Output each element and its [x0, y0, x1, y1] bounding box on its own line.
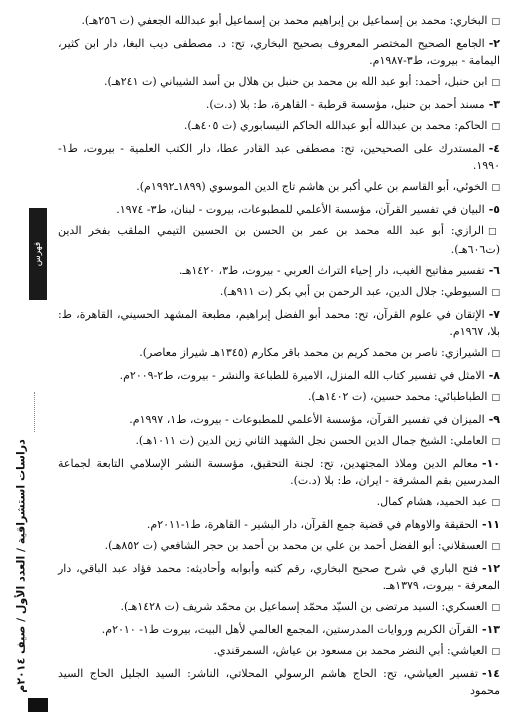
- entry-text: الإتقان في علوم القرآن، تح: محمد أبو الفضل إبراهيم، مطبعة المشهد الحسيني، القاهرة، ط: بلا، ١٩٦٧م.: [58, 308, 500, 338]
- entry-text: العاملي: الشيخ جمال الدين الحسن نجل الشهيد الثاني زين الدين (ت ١٠١١هـ).: [135, 434, 488, 447]
- entry-number: ٢-: [488, 37, 500, 50]
- reference-work: [58, 367, 500, 384]
- entry-text: تفسير العياشي، تح: الحاج هاشم الرسولي المحلاتي، الناشر: السيد الجليل الحاج السيد محمود: [58, 667, 500, 697]
- reference-work: [58, 306, 500, 340]
- bullet-icon: □: [491, 498, 500, 508]
- bullet-icon: □: [488, 227, 500, 237]
- reference-work: [58, 140, 500, 174]
- reference-list: [58, 12, 500, 703]
- entry-text: الشيرازي: ناصر بن محمد كريم بن محمد باقر مكارم (١٣٤٥هـ شيراز معاصر).: [139, 346, 488, 359]
- page-corner-bar: [28, 698, 48, 712]
- reference-author: [58, 344, 500, 363]
- bullet-icon: □: [491, 647, 500, 657]
- reference-work: [58, 665, 500, 699]
- reference-work: [58, 262, 500, 279]
- reference-author: [58, 12, 500, 31]
- entry-text: الطباطبائي: محمد حسين، (ت ١٤٠٢هـ).: [307, 390, 488, 403]
- reference-author: [58, 432, 500, 451]
- bullet-icon: □: [491, 288, 500, 298]
- entry-number: ١٤-: [481, 667, 500, 680]
- reference-author: [58, 537, 500, 556]
- entry-text: تفسير مفاتيح الغيب، دار إحياء التراث العربي - بيروت، ط٣، ١٤٢٠هـ.: [178, 264, 485, 277]
- bullet-icon: □: [491, 349, 500, 359]
- reference-work: [58, 201, 500, 218]
- reference-author: [58, 222, 500, 258]
- entry-text: الامثل في تفسير كتاب الله المنزل، الاميرة للطباعة والنشر - بيروت، ط٢-٢٠٠٩م.: [119, 369, 485, 382]
- entry-number: ١١-: [481, 518, 500, 531]
- entry-text: العسقلاني: أبو الفضل أحمد بن علي بن محمد بن أحمد بن حجر الشافعي (ت ٨٥٢هـ).: [104, 539, 488, 552]
- entry-text: الحقيقة والاوهام في قضية جمع القرآن، دار البشير - القاهرة، ط١-٢٠١١م.: [146, 518, 478, 531]
- entry-text: الحاكم: محمد بن عبدالله أبو عبدالله الحاكم النيسابوري (ت ٤٠٥هـ).: [183, 119, 488, 132]
- entry-number: ٥-: [488, 203, 500, 216]
- entry-number: ١٣-: [481, 623, 500, 636]
- entry-number: ٩-: [488, 413, 500, 426]
- entry-text: الجامع الصحيح المختصر المعروف بصحيح البخاري، تح: د. مصطفى ديب البغا، دار ابن كثير، اليمامة - بيروت، ط٣-١٩٨٧م.: [58, 37, 500, 67]
- bullet-icon: □: [491, 603, 500, 613]
- entry-number: ٣-: [488, 98, 500, 111]
- reference-work: [58, 455, 500, 489]
- reference-work: [58, 35, 500, 69]
- entry-number: ٧-: [488, 308, 500, 321]
- entry-text: القرآن الكريم وروايات المدرستين، المجمع العالمي لأهل البيت، بيروت ط١- ٢٠١٠م.: [101, 623, 478, 636]
- side-margin: [0, 0, 54, 721]
- entry-text: ابن حنبل، أحمد: أبو عبد الله بن محمد بن حنبل بن هلال بن أسد الشيباني (ت ٢٤١هـ).: [103, 75, 488, 88]
- entry-text: البيان في تفسير القرآن، مؤسسة الأعلمي للمطبوعات، بيروت - لبنان، ط٣- ١٩٧٤.: [116, 203, 485, 216]
- margin-dotted-marks: [34, 392, 43, 432]
- entry-number: ١٠-: [481, 457, 500, 470]
- entry-text: الميزان في تفسير القرآن، مؤسسة الأعلمي للمطبوعات - بيروت، ط١، ١٩٩٧م.: [129, 413, 485, 426]
- reference-author: [58, 388, 500, 407]
- bullet-icon: □: [491, 122, 500, 132]
- entry-text: معالم الدين وملاذ المجتهدين، تح: لجنة التحقيق، مؤسسة النشر الإسلامي التابعة لجماعة المدرسين بقم المشرفة - ايران، ط: بلا (د.ت).: [58, 457, 500, 487]
- entry-number: ١٢-: [481, 562, 500, 575]
- reference-author: [58, 642, 500, 661]
- entry-text: فتح الباري في شرح صحيح البخاري، رقم كتبه وأبوابه وأحاديثه: محمد فؤاد عبد الباقي، دار المعرفة - بيروت، ١٣٧٩هـ.: [58, 562, 500, 592]
- bullet-icon: □: [491, 78, 500, 88]
- reference-author: [58, 493, 500, 512]
- reference-work: [58, 96, 500, 113]
- entry-text: السيوطي: جلال الدين، عبد الرحمن بن أبي بكر (ت ٩١١هـ).: [219, 285, 488, 298]
- journal-title: دراسات استشراقية / العدد الأول / صيف ٢٠١٤م: [14, 439, 28, 693]
- bullet-icon: □: [491, 393, 500, 403]
- entry-text: الرازي: أبو عبد الله محمد بن عمر بن الحسن بن الحسين التيمي الملقب بفخر الدين (ت٦٠٦هـ).: [58, 224, 500, 256]
- reference-author: [58, 117, 500, 136]
- section-tab-label: فهرس: [33, 241, 43, 267]
- entry-text: المستدرك على الصحيحين، تح: مصطفى عبد القادر عطا، دار الكتب العلمية - بيروت، ط١- ١٩٩٠.: [58, 142, 500, 172]
- entry-number: ٦-: [488, 264, 500, 277]
- entry-text: مسند أحمد بن حنبل، مؤسسة قرطبة - القاهرة، ط: بلا (د.ت).: [205, 98, 485, 111]
- journal-running-head: [8, 436, 34, 696]
- reference-author: [58, 283, 500, 302]
- reference-work: [58, 560, 500, 594]
- reference-author: [58, 73, 500, 92]
- entry-text: عبد الحميد، هشام كمال.: [376, 495, 488, 508]
- entry-text: الخوئي، أبو القاسم بن علي أكبر بن هاشم تاج الدين الموسوي (١٨٩٩ـ١٩٩٢م).: [136, 180, 488, 193]
- reference-work: [58, 516, 500, 533]
- bullet-icon: □: [491, 542, 500, 552]
- bullet-icon: □: [491, 183, 500, 193]
- entry-text: العياشي: أبي النضر محمد بن مسعود بن عياش، السمرقندي.: [213, 644, 488, 657]
- entry-number: ٤-: [488, 142, 500, 155]
- reference-author: [58, 178, 500, 197]
- reference-work: [58, 621, 500, 638]
- entry-number: ٨-: [488, 369, 500, 382]
- entry-text: العسكري: السيد مرتضى بن السيّد محمّد إسماعيل بن محمّد شريف (ت ١٤٢٨هـ).: [120, 600, 488, 613]
- entry-text: البخاري: محمد بن إسماعيل بن إبراهيم محمد بن إسماعيل أبو عبدالله الجعفي (ت ٢٥٦هـ).: [81, 14, 488, 27]
- section-tab: [29, 208, 47, 300]
- bullet-icon: □: [491, 17, 500, 27]
- reference-author: [58, 598, 500, 617]
- reference-work: [58, 411, 500, 428]
- bullet-icon: □: [491, 437, 500, 447]
